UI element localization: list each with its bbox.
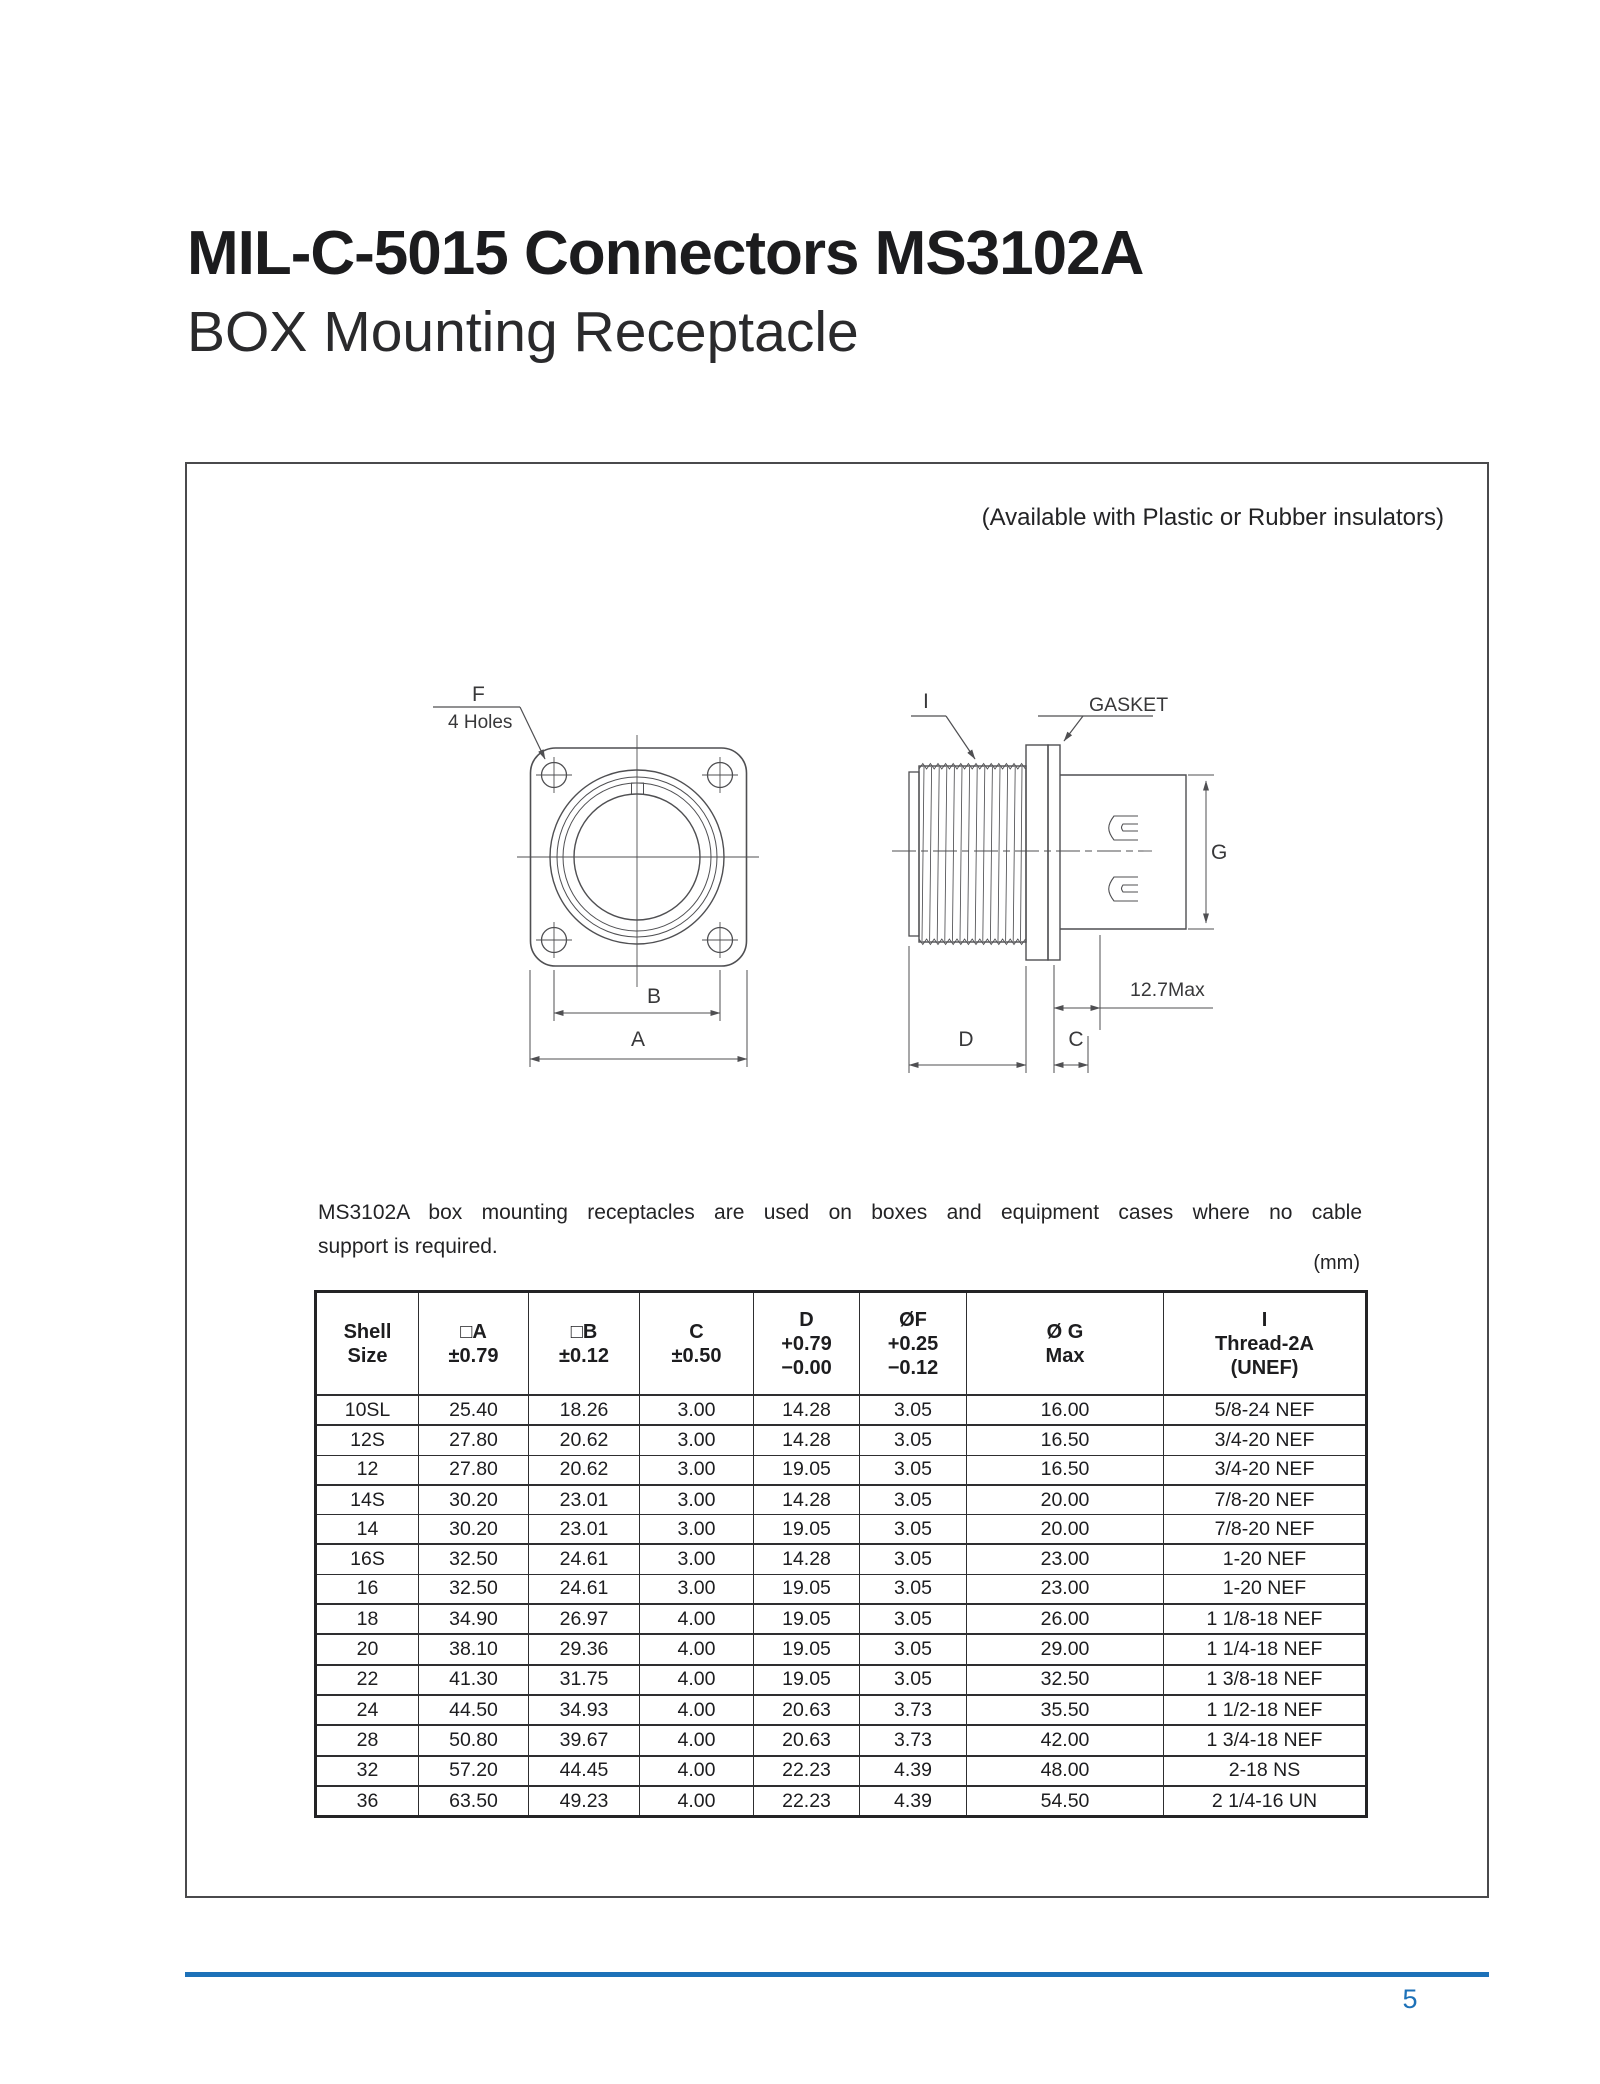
cell: 25.40 xyxy=(419,1395,529,1425)
column-header-f: ØF +0.25 −0.12 xyxy=(860,1292,967,1396)
cell: 3.05 xyxy=(860,1634,967,1664)
dim-label-b: B xyxy=(646,985,662,1008)
table-row xyxy=(316,1725,1367,1755)
cell: 1 1/4-18 NEF xyxy=(1164,1634,1367,1664)
cell: 38.10 xyxy=(419,1634,529,1664)
cell: 23.00 xyxy=(967,1544,1164,1574)
cell: 16.00 xyxy=(967,1395,1164,1425)
cell: 20.62 xyxy=(529,1455,640,1485)
cell: 14.28 xyxy=(754,1544,860,1574)
cell: 23.01 xyxy=(529,1515,640,1545)
cell: 19.05 xyxy=(754,1634,860,1664)
page-subtitle: BOX Mounting Receptacle xyxy=(187,300,859,364)
panel-max-label: 12.7Max xyxy=(1130,979,1205,1001)
cell: 20.62 xyxy=(529,1425,640,1455)
cell: 24.61 xyxy=(529,1574,640,1604)
cell: 32.50 xyxy=(419,1544,529,1574)
cell: 57.20 xyxy=(419,1756,529,1786)
table-row xyxy=(316,1756,1367,1786)
contact-slot-upper xyxy=(1109,816,1138,840)
thread-lines xyxy=(919,764,1025,945)
cell: 19.05 xyxy=(754,1574,860,1604)
cell: 20.00 xyxy=(967,1515,1164,1545)
cell: 48.00 xyxy=(967,1756,1164,1786)
cell: 39.67 xyxy=(529,1725,640,1755)
cell: 3.05 xyxy=(860,1395,967,1425)
cell: 24 xyxy=(316,1695,419,1725)
cell: 16S xyxy=(316,1544,419,1574)
description-line-1: MS3102A box mounting receptacles are used on boxes and equipment cases where no cable xyxy=(318,1201,1362,1224)
cell: 1 3/4-18 NEF xyxy=(1164,1725,1367,1755)
cell: 1-20 NEF xyxy=(1164,1574,1367,1604)
gasket-plate xyxy=(1048,745,1060,960)
table-row xyxy=(316,1695,1367,1725)
cell: 3.00 xyxy=(640,1515,754,1545)
cell: 44.45 xyxy=(529,1756,640,1786)
cell: 3.73 xyxy=(860,1695,967,1725)
page-number: 5 xyxy=(1402,1984,1418,2014)
keyway-notch xyxy=(632,783,644,794)
table-row xyxy=(316,1544,1367,1574)
table-row xyxy=(316,1574,1367,1604)
cell: 4.00 xyxy=(640,1695,754,1725)
cell: 19.05 xyxy=(754,1604,860,1634)
contact-slot-lower xyxy=(1109,877,1138,901)
cell: 3.00 xyxy=(640,1455,754,1485)
cell: 3.05 xyxy=(860,1425,967,1455)
table-row xyxy=(316,1634,1367,1664)
column-header-d: D +0.79 −0.00 xyxy=(754,1292,860,1396)
cell: 28 xyxy=(316,1725,419,1755)
cell: 2 1/4-16 UN xyxy=(1164,1786,1367,1817)
column-header-thread: I Thread-2A (UNEF) xyxy=(1164,1292,1367,1396)
cell: 3.00 xyxy=(640,1544,754,1574)
footer-rule xyxy=(185,1972,1489,1977)
availability-note: (Available with Plastic or Rubber insulators) xyxy=(981,504,1444,531)
cell: 26.97 xyxy=(529,1604,640,1634)
cell: 42.00 xyxy=(967,1725,1164,1755)
side-view-diagram xyxy=(880,640,1240,1080)
cell: 22 xyxy=(316,1665,419,1695)
cell: 20.63 xyxy=(754,1695,860,1725)
dim-label-f: F xyxy=(472,683,485,706)
cell: 27.80 xyxy=(419,1455,529,1485)
cell: 20.00 xyxy=(967,1485,1164,1515)
cell: 34.90 xyxy=(419,1604,529,1634)
cell: 14.28 xyxy=(754,1425,860,1455)
cell: 12S xyxy=(316,1425,419,1455)
cell: 5/8-24 NEF xyxy=(1164,1395,1367,1425)
cell: 16.50 xyxy=(967,1425,1164,1455)
cell: 3/4-20 NEF xyxy=(1164,1425,1367,1455)
cell: 3.00 xyxy=(640,1395,754,1425)
cell: 4.00 xyxy=(640,1756,754,1786)
cell: 4.00 xyxy=(640,1665,754,1695)
cell: 4.00 xyxy=(640,1634,754,1664)
cell: 32 xyxy=(316,1756,419,1786)
dim-label-a: A xyxy=(630,1028,646,1051)
spec-table-head-row xyxy=(316,1292,1367,1396)
cell: 3.00 xyxy=(640,1574,754,1604)
cell: 2-18 NS xyxy=(1164,1756,1367,1786)
cell: 4.39 xyxy=(860,1756,967,1786)
cell: 3.05 xyxy=(860,1455,967,1485)
cell: 26.00 xyxy=(967,1604,1164,1634)
cell: 3.00 xyxy=(640,1485,754,1515)
cell: 3.05 xyxy=(860,1515,967,1545)
cell: 3.00 xyxy=(640,1425,754,1455)
column-header-b: □B ±0.12 xyxy=(529,1292,640,1396)
cell: 41.30 xyxy=(419,1665,529,1695)
cell: 22.23 xyxy=(754,1786,860,1817)
table-row xyxy=(316,1665,1367,1695)
holes-label: 4 Holes xyxy=(448,712,513,733)
cell: 19.05 xyxy=(754,1455,860,1485)
cell: 35.50 xyxy=(967,1695,1164,1725)
cell: 27.80 xyxy=(419,1425,529,1455)
cell: 30.20 xyxy=(419,1515,529,1545)
cell: 23.01 xyxy=(529,1485,640,1515)
spec-table-body xyxy=(316,1395,1367,1817)
table-row xyxy=(316,1604,1367,1634)
cell: 32.50 xyxy=(967,1665,1164,1695)
cell: 1 3/8-18 NEF xyxy=(1164,1665,1367,1695)
cell: 49.23 xyxy=(529,1786,640,1817)
cell: 14.28 xyxy=(754,1485,860,1515)
cell: 7/8-20 NEF xyxy=(1164,1485,1367,1515)
dim-label-i: I xyxy=(923,690,929,713)
cell: 19.05 xyxy=(754,1515,860,1545)
column-header-shell-size: Shell Size xyxy=(316,1292,419,1396)
cell: 3.05 xyxy=(860,1604,967,1634)
table-row xyxy=(316,1395,1367,1425)
cell: 3.05 xyxy=(860,1665,967,1695)
table-row xyxy=(316,1485,1367,1515)
cell: 1 1/2-18 NEF xyxy=(1164,1695,1367,1725)
column-header-g: Ø G Max xyxy=(967,1292,1164,1396)
cell: 44.50 xyxy=(419,1695,529,1725)
cell: 18.26 xyxy=(529,1395,640,1425)
cell: 34.93 xyxy=(529,1695,640,1725)
dimension-table xyxy=(314,1290,1368,1818)
cell: 3.73 xyxy=(860,1725,967,1755)
cell: 14.28 xyxy=(754,1395,860,1425)
front-view-diagram xyxy=(432,640,772,1080)
table-row xyxy=(316,1425,1367,1455)
cell: 4.39 xyxy=(860,1786,967,1817)
cell: 3.05 xyxy=(860,1544,967,1574)
cell: 14S xyxy=(316,1485,419,1515)
cell: 36 xyxy=(316,1786,419,1817)
cell: 30.20 xyxy=(419,1485,529,1515)
cell: 16.50 xyxy=(967,1455,1164,1485)
cell: 1-20 NEF xyxy=(1164,1544,1367,1574)
cell: 29.00 xyxy=(967,1634,1164,1664)
cell: 10SL xyxy=(316,1395,419,1425)
cell: 4.00 xyxy=(640,1725,754,1755)
cell: 1 1/8-18 NEF xyxy=(1164,1604,1367,1634)
table-row xyxy=(316,1515,1367,1545)
dim-label-d: D xyxy=(958,1028,974,1051)
cell: 29.36 xyxy=(529,1634,640,1664)
cell: 18 xyxy=(316,1604,419,1634)
cell: 50.80 xyxy=(419,1725,529,1755)
cell: 7/8-20 NEF xyxy=(1164,1515,1367,1545)
table-row xyxy=(316,1786,1367,1817)
page-title: MIL-C-5015 Connectors MS3102A xyxy=(187,219,1144,288)
cell: 4.00 xyxy=(640,1786,754,1817)
rear-body xyxy=(1060,775,1186,929)
cell: 14 xyxy=(316,1515,419,1545)
cell: 3.05 xyxy=(860,1485,967,1515)
dim-label-c: C xyxy=(1068,1028,1084,1051)
dim-label-g: G xyxy=(1211,841,1228,864)
cell: 22.23 xyxy=(754,1756,860,1786)
cell: 12 xyxy=(316,1455,419,1485)
connector-tip xyxy=(909,772,919,936)
cell: 24.61 xyxy=(529,1544,640,1574)
table-row xyxy=(316,1455,1367,1485)
description-line-2: support is required. xyxy=(318,1234,498,1258)
threaded-barrel xyxy=(919,766,1026,942)
cell: 3.05 xyxy=(860,1574,967,1604)
cell: 63.50 xyxy=(419,1786,529,1817)
cell: 20.63 xyxy=(754,1725,860,1755)
units-label: (mm) xyxy=(1313,1252,1360,1274)
cell: 23.00 xyxy=(967,1574,1164,1604)
flange-plate xyxy=(1026,745,1048,960)
cell: 54.50 xyxy=(967,1786,1164,1817)
cell: 31.75 xyxy=(529,1665,640,1695)
cell: 4.00 xyxy=(640,1604,754,1634)
cell: 19.05 xyxy=(754,1665,860,1695)
cell: 3/4-20 NEF xyxy=(1164,1455,1367,1485)
gasket-label: GASKET xyxy=(1089,694,1169,716)
column-header-c: C ±0.50 xyxy=(640,1292,754,1396)
cell: 16 xyxy=(316,1574,419,1604)
cell: 32.50 xyxy=(419,1574,529,1604)
column-header-a: □A ±0.79 xyxy=(419,1292,529,1396)
cell: 20 xyxy=(316,1634,419,1664)
